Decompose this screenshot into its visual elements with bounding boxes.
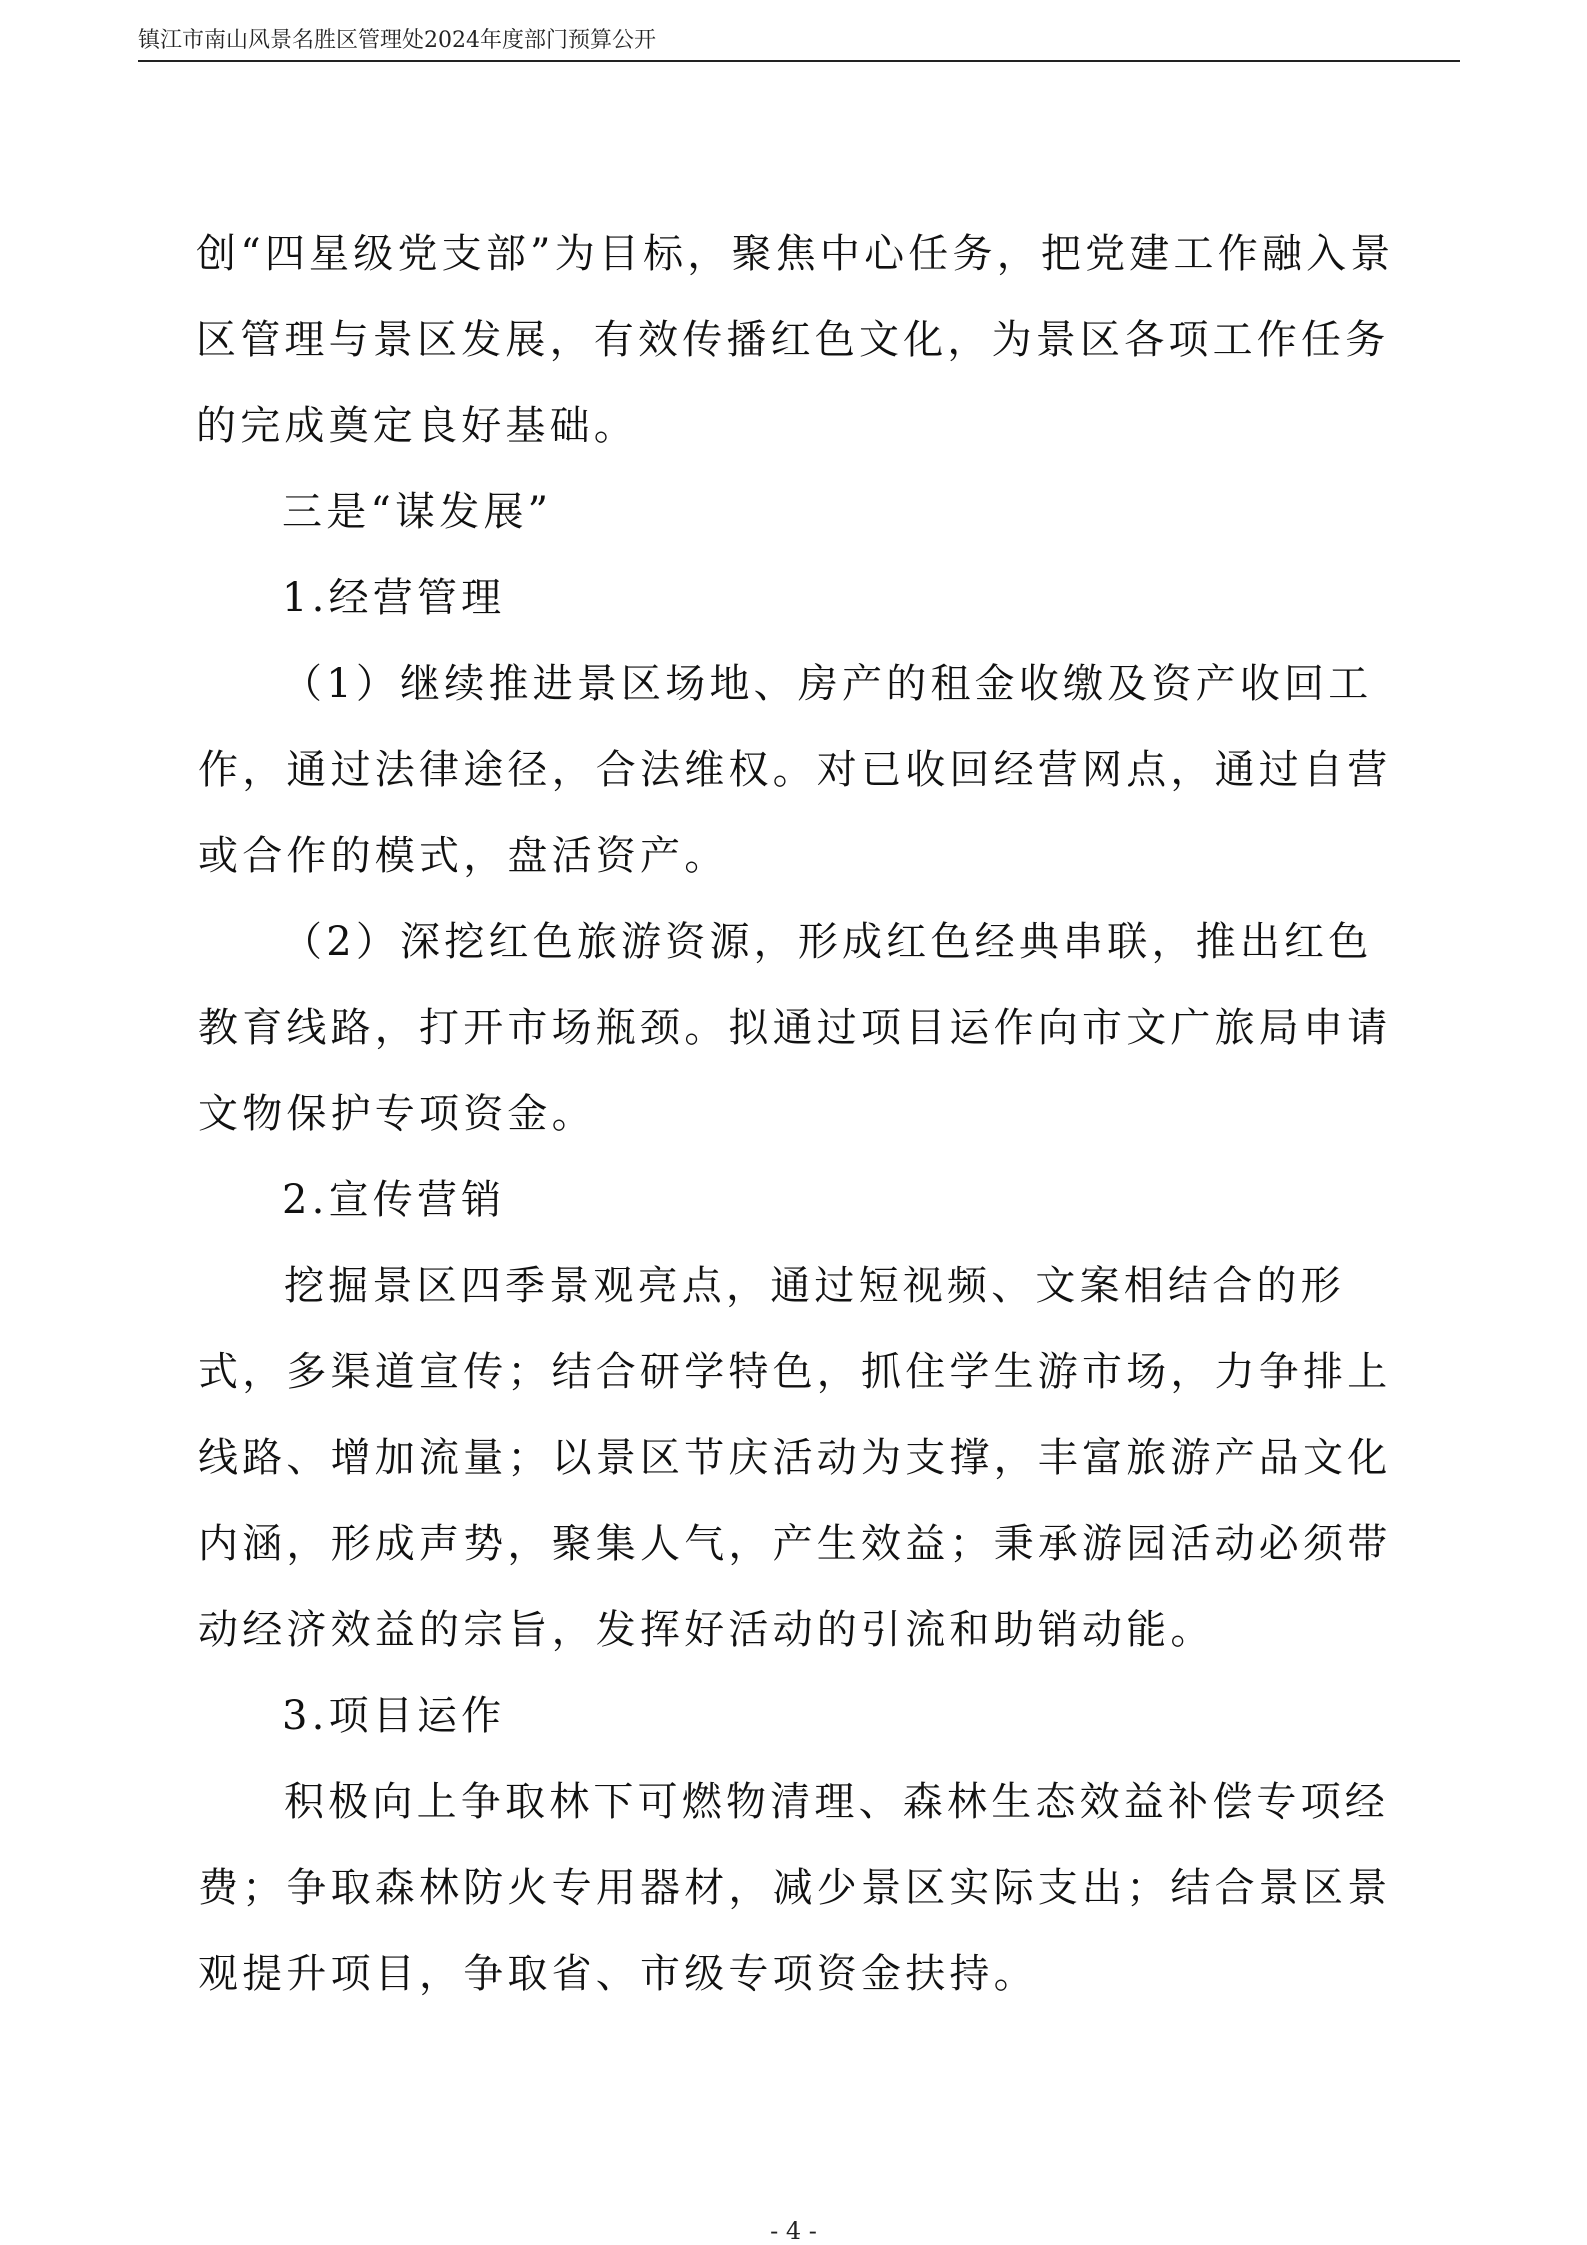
section-heading-develop: 三是“谋发展” [282,489,553,535]
page-number: - 4 - [770,2217,817,2245]
subheading-marketing: 2.宣传营销 [282,1177,506,1223]
running-header [138,20,1460,62]
subheading-projects: 3.项目运作 [282,1693,506,1739]
paragraph-continuation: 创“四星级党支部”为目标，聚焦中心任务，把党建工作融入景区管理与景区发展，有效传播红色文化，为景区各项工作任务的完成奠定良好基础。 [196,231,1395,449]
paragraph-operations-2: （2）深挖红色旅游资源，形成红色经典串联，推出红色教育线路，打开市场瓶颈。拟通过项目运作向市文广旅局申请文物保护专项资金。 [198,919,1392,1137]
paragraph-operations-1: （1）继续推进景区场地、房产的租金收缴及资产收回工作，通过法律途径，合法维权。对已收回经营网点，通过自营或合作的模式，盘活资产。 [198,661,1392,879]
document-body [198,211,1398,2017]
paragraph-projects: 积极向上争取林下可燃物清理、森林生态效益补偿专项经费；争取森林防火专用器材，减少景区实际支出；结合景区景观提升项目，争取省、市级专项资金扶持。 [198,1779,1392,1997]
paragraph-marketing: 挖掘景区四季景观亮点，通过短视频、文案相结合的形式，多渠道宣传；结合研学特色，抓住学生游市场，力争排上线路、增加流量；以景区节庆活动为支撑，丰富旅游产品文化内涵，形成声势，聚集人气，产生效益；秉承游园活动必须带动经济效益的宗旨，发挥好活动的引流和助销动能。 [198,1263,1392,1653]
subheading-operations: 1.经营管理 [282,575,506,621]
header-title: 镇江市南山风景名胜区管理处2024年度部门预算公开 [138,28,656,53]
